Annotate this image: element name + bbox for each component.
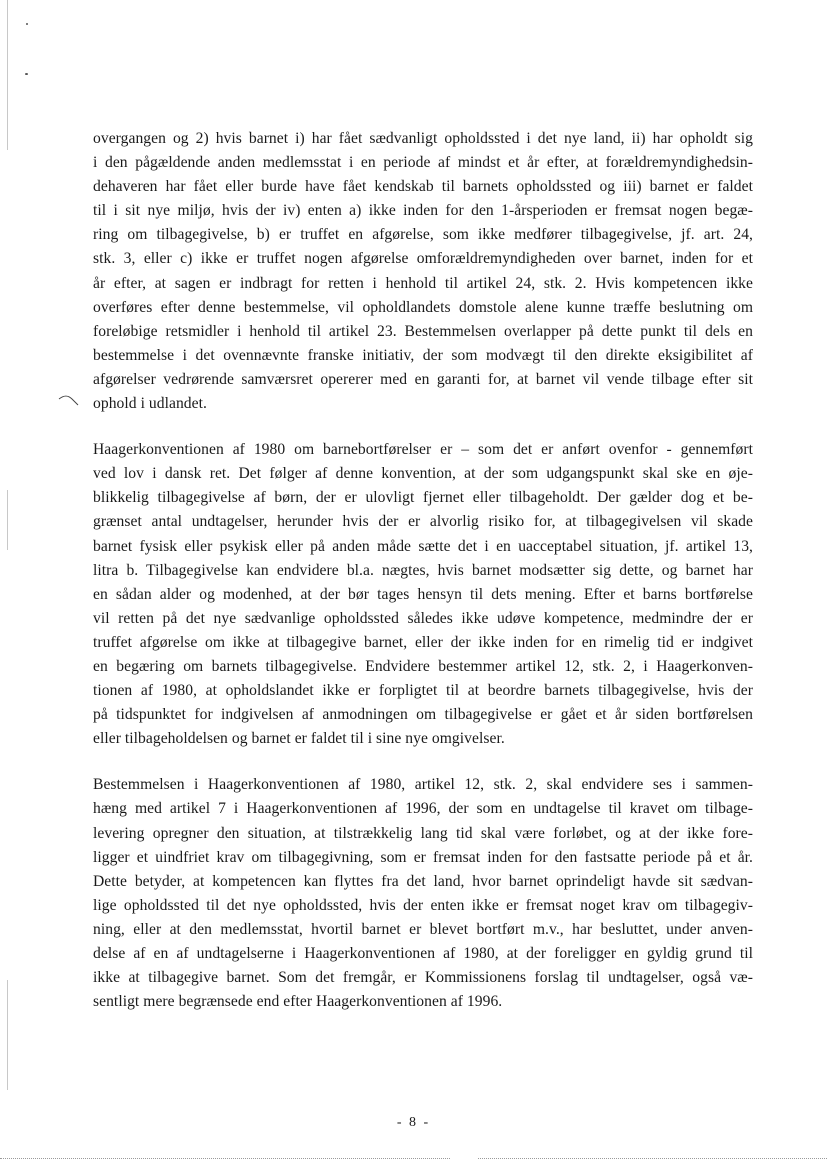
text-line: overgangen og 2) hvis barnet i) har fået sædvanligt opholdssted i det nye land, ii) har opholdt sig: [93, 130, 753, 147]
text-line: på tidspunktet for indgivelsen af anmodningen om tilbagegivelse er gået et år siden bortførelsen: [93, 706, 753, 724]
text-line: levering opregner den situation, at tilstrækkelig lang tid skal være forløbet, og at der ikke fore-: [93, 824, 753, 842]
text-line: ved lov i dansk ret. Det følger af denne konvention, at der som udgangspunkt skal ske en øje-: [93, 465, 753, 483]
scan-margin-line: [7, 490, 8, 550]
text-line: til i sit nye miljø, hvis der iv) enten a) ikke inden for den 1-årsperioden er fremsat nogen begæ-: [93, 202, 753, 220]
paragraph-2: [93, 438, 753, 751]
text-line: Dette betyder, at kompetencen kan flyttes fra det land, hvor barnet oprindeligt havde sit sædvan-: [93, 872, 753, 890]
text-line: foreløbige retsmidler i henhold til artikel 23. Bestemmelsen overlapper på dette punkt til dels en: [93, 322, 753, 340]
text-line: bestemmelse i det ovennævnte franske initiativ, der som modvægt til den direkte eksigibilitet af: [93, 346, 753, 364]
text-line: ring om tilbagegivelse, b) er truffet en afgørelse, som ikke medfører tilbagegivelse, jf. art. 24,: [93, 226, 753, 244]
text-line: tionen af 1980, at opholdslandet ikke er forpligtet til at beordre barnets tilbagegivelse, hvis der: [93, 682, 753, 700]
scan-margin-line: [7, 980, 8, 1090]
text-line: år efter, at sagen er indbragt for retten i henhold til artikel 24, stk. 2. Hvis kompetencen ikke: [93, 274, 753, 292]
text-line: sentligt mere begrænsede end efter Haagerkonventionen af 1996.: [93, 993, 503, 1011]
text-line: delse af en af undtagelserne i Haagerkonventionen af 1980, at der foreligger en gyldig grund til: [93, 945, 753, 962]
text-line: lige opholdssted til det nye opholdssted, hvis der enten ikke er fremsat noget krav om tilbagegiv-: [93, 896, 753, 914]
scan-margin-line: [7, 0, 8, 150]
text-line: blikkelig tilbagegivelse af børn, der er ulovligt fjernet eller tilbageholdt. Der gælder dog et be-: [93, 489, 753, 507]
scan-bottom-rule: [478, 1158, 827, 1159]
paragraph-1: [93, 127, 753, 416]
page-number: - 8 -: [396, 1115, 431, 1130]
paragraph-3: [93, 773, 753, 1014]
text-line: hæng med artikel 7 i Haagerkonventionen af 1996, der som en undtagelse til kravet om tilbage-: [93, 800, 753, 818]
text-line: Haagerkonventionen af 1980 om barnebortførelser er – som det er anført ovenfor - gennemført: [93, 441, 753, 459]
text-line: stk. 3, eller c) ikke er truffet nogen afgørelse omforældremyndigheden over barnet, inden for et: [93, 250, 753, 268]
text-line: litra b. Tilbagegivelse kan endvidere bl.a. nægtes, hvis barnet modsætter sig dette, og barnet har: [93, 561, 753, 579]
text-line: vil retten på det nye sædvanlige opholdssted således ikke udøve kompetence, medmindre der er: [93, 609, 753, 627]
text-line: i den pågældende anden medlemsstat i en periode af mindst et år efter, at forældremyndighedsin-: [93, 154, 753, 172]
text-line: en begæring om barnets tilbagegivelse. Endvidere bestemmer artikel 12, stk. 2, i Haagerkonven-: [93, 657, 753, 675]
text-line: grænset antal undtagelser, herunder hvis der er alvorlig risiko for, at tilbagegivelsen vil skade: [93, 513, 753, 531]
text-line: ikke at tilbagegive barnet. Som det fremgår, er Kommissionens forslag til undtagelser, også væ-: [93, 969, 753, 987]
text-line: ning, eller at den medlemsstat, hvortil barnet er blevet bortført m.v., har besluttet, under anven-: [93, 920, 753, 938]
document-body: [93, 127, 753, 1036]
text-line: ligger et uindfriet krav om tilbagegivning, som er fremsat inden for den fastsatte periode på et år.: [93, 848, 753, 866]
text-line: en sådan alder og modenhed, at der bør tages hensyn til dets mening. Efter et barns bortførelse: [93, 585, 753, 603]
text-line: overføres efter denne bestemmelse, vil opholdlandets domstole alene kunne træffe beslutning om: [93, 298, 753, 316]
text-line: afgørelser vedrørende samværsret opererer med en garanti for, at barnet vil vende tilbage efter sit: [93, 370, 753, 388]
text-line: ophold i udlandet.: [93, 395, 207, 413]
text-line: dehaveren har fået eller burde have fået kendskab til barnets opholdssted og iii) barnet er faldet: [93, 178, 753, 196]
text-line: Bestemmelsen i Haagerkonventionen af 1980, artikel 12, stk. 2, skal endvidere ses i sammen-: [93, 776, 753, 794]
scan-bottom-rule: [0, 1158, 450, 1159]
scan-speck: [25, 73, 28, 75]
scan-speck: [26, 23, 28, 25]
text-line: barnet fysisk eller psykisk eller på anden måde sætte det i en uacceptabel situation, jf. artikel 13,: [93, 537, 753, 555]
margin-mark-icon: [58, 393, 80, 407]
text-line: eller tilbageholdelsen og barnet er faldet til i sine nye omgivelser.: [93, 730, 505, 748]
text-line: truffet afgørelse om ikke at tilbagegive barnet, eller der ikke inden for en rimelig tid er indgivet: [93, 633, 753, 651]
